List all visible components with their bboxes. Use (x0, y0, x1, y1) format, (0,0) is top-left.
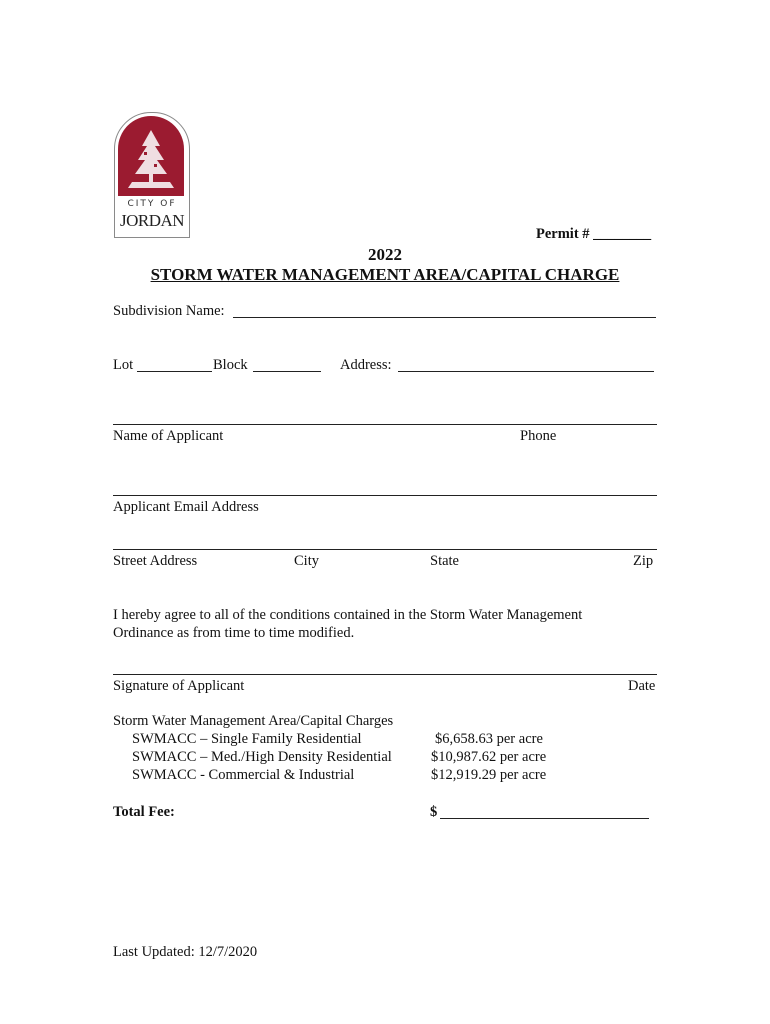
address-field[interactable] (398, 371, 654, 372)
permit-number: Permit # ________ (536, 226, 652, 242)
block-label: Block (213, 357, 248, 373)
email-label: Applicant Email Address (113, 499, 259, 515)
address-label: Address: (340, 357, 392, 373)
charge-item-rate: $12,919.29 per acre (431, 767, 547, 783)
city-label: City (294, 553, 319, 569)
date-label: Date (628, 678, 656, 694)
form-year: 2022 (368, 245, 402, 264)
state-label: State (430, 553, 459, 569)
pine-tree-emblem-icon (118, 116, 184, 196)
last-updated: Last Updated: 12/7/2020 (113, 944, 258, 960)
charge-item-name: SWMACC – Single Family Residential (132, 731, 362, 747)
total-fee-label: Total Fee: (113, 804, 175, 820)
charge-item-rate: $6,658.63 per acre (435, 731, 543, 747)
zip-label: Zip (633, 553, 654, 569)
lot-field[interactable] (137, 371, 212, 372)
subdivision-label: Subdivision Name: (113, 303, 225, 319)
logo-city-of: CITY OF (127, 199, 177, 209)
signature-label: Signature of Applicant (113, 678, 245, 694)
charge-item-rate: $10,987.62 per acre (431, 749, 547, 765)
charge-item-name: SWMACC - Commercial & Industrial (132, 767, 355, 783)
applicant-name-field[interactable] (113, 424, 657, 425)
agreement-line-1: I hereby agree to all of the conditions contained in the Storm Water Management (113, 607, 583, 623)
email-field[interactable] (113, 495, 657, 496)
total-fee-field[interactable] (440, 818, 649, 819)
street-address-label: Street Address (113, 553, 198, 569)
signature-field[interactable] (113, 674, 657, 675)
form-title: STORM WATER MANAGEMENT AREA/CAPITAL CHARGE (150, 265, 620, 284)
charge-item-name: SWMACC – Med./High Density Residential (132, 749, 392, 765)
logo-jordan: JORDAN (119, 211, 185, 230)
charges-heading: Storm Water Management Area/Capital Charges (113, 713, 394, 729)
lot-label: Lot (113, 357, 134, 373)
city-of-jordan-logo (114, 112, 190, 238)
applicant-name-label: Name of Applicant (113, 428, 224, 444)
total-fee-currency: $ (430, 804, 438, 820)
phone-label: Phone (520, 428, 557, 444)
street-address-field[interactable] (113, 549, 657, 550)
agreement-line-2: Ordinance as from time to time modified. (113, 625, 355, 641)
block-field[interactable] (253, 371, 321, 372)
subdivision-field[interactable] (233, 317, 656, 318)
